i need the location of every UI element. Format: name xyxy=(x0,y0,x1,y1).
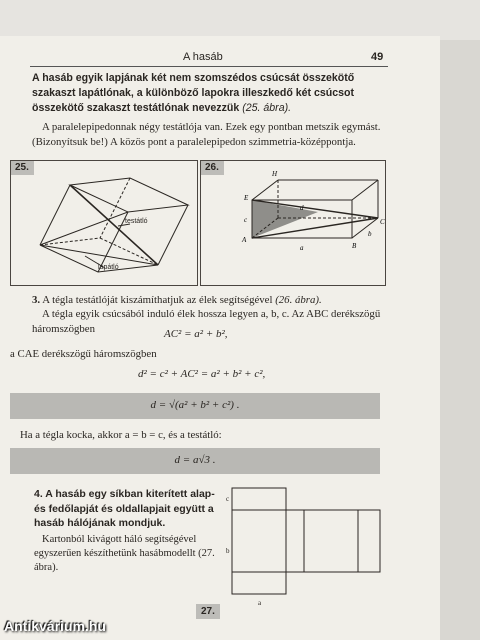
fig26-edge-a: a xyxy=(300,244,304,252)
fig26-box-drawing xyxy=(200,160,386,286)
fig27-net-drawing xyxy=(224,484,384,609)
fig26-edge-c: c xyxy=(244,216,248,224)
formula-d: d = √(a² + b² + c²) . xyxy=(150,399,240,411)
page-number: 49 xyxy=(371,51,384,63)
fig27-edge-a: a xyxy=(258,599,262,607)
fig27-label: 27. xyxy=(196,604,220,619)
fig26-vertex-a: A xyxy=(242,236,247,244)
fig26-label: 26. xyxy=(200,160,224,175)
formula-ac-squared: AC² = a² + b², xyxy=(164,328,228,340)
formula-band-1 xyxy=(10,393,380,419)
section3-line2: A tégla egyik csúcsából induló élek hossza legyen a, b, c. Az ABC derékszögű háromszögben xyxy=(32,308,381,335)
definition-text: A hasáb egyik lapjának két nem szomszédos csúcsát összekötő szakaszt lapátlónak, a különböző lapokra illeszkedő két csúcsot összekötő szakaszt testátlónak nevezzük xyxy=(32,72,355,114)
fig27-edge-b: b xyxy=(226,547,230,555)
definition-ref: (25. ábra). xyxy=(242,102,292,114)
section3-number: 3. xyxy=(32,294,41,306)
definition-block xyxy=(32,71,388,116)
fig27-edge-c: c xyxy=(226,495,230,503)
fig26-vertex-b: B xyxy=(352,242,357,250)
formula-d-squared: d² = c² + AC² = a² + b² + c², xyxy=(138,368,266,380)
running-title: A hasáb xyxy=(183,51,223,63)
page-header xyxy=(0,50,440,70)
paragraph-parallelepiped: A paralelepipedonnak négy testátlója van. Ezek egy pontban metszik egymást. (Bizonyítsuk be!) A közös pont a paralelepipedon szimmetria-középpontja. xyxy=(32,121,381,148)
formula-band-2 xyxy=(10,448,380,474)
fig26-edge-b: b xyxy=(368,230,372,238)
fig26-diag-d: d xyxy=(300,204,304,212)
section3-line3: a CAE derékszögű háromszögben xyxy=(10,348,157,360)
section3-ref: (26. ábra). xyxy=(275,294,322,306)
watermark: Antikvárium.hu xyxy=(4,618,106,634)
fig25-lapatlo-label: lapátló xyxy=(98,264,119,271)
formula-cube: d = a√3 . xyxy=(174,454,216,466)
fig26-vertex-h: H xyxy=(272,170,278,178)
section4-definition: 4. A hasáb egy síkban kiterített alap- és fedőlapját és oldallapjait együtt a hasáb hálójának mondjuk. xyxy=(34,488,215,529)
section3-lead xyxy=(32,293,388,308)
section4-paragraph: Kartonból kivágott háló segítségével egyszerűen készíthetünk hasábmodellt (27. ábra). xyxy=(34,534,215,573)
section3-cube-line: Ha a tégla kocka, akkor a = b = c, és a testátló: xyxy=(20,429,222,441)
background-top xyxy=(0,0,480,40)
fig26-vertex-e: E xyxy=(244,194,249,202)
fig26-vertex-c: C xyxy=(380,218,385,226)
header-rule xyxy=(30,66,388,67)
section3-lead-text: A tégla testátlóját kiszámíthatjuk az élek segítségével xyxy=(42,294,273,306)
fig25-label: 25. xyxy=(10,160,34,175)
fig25-testatlo-label: testátló xyxy=(125,218,148,225)
